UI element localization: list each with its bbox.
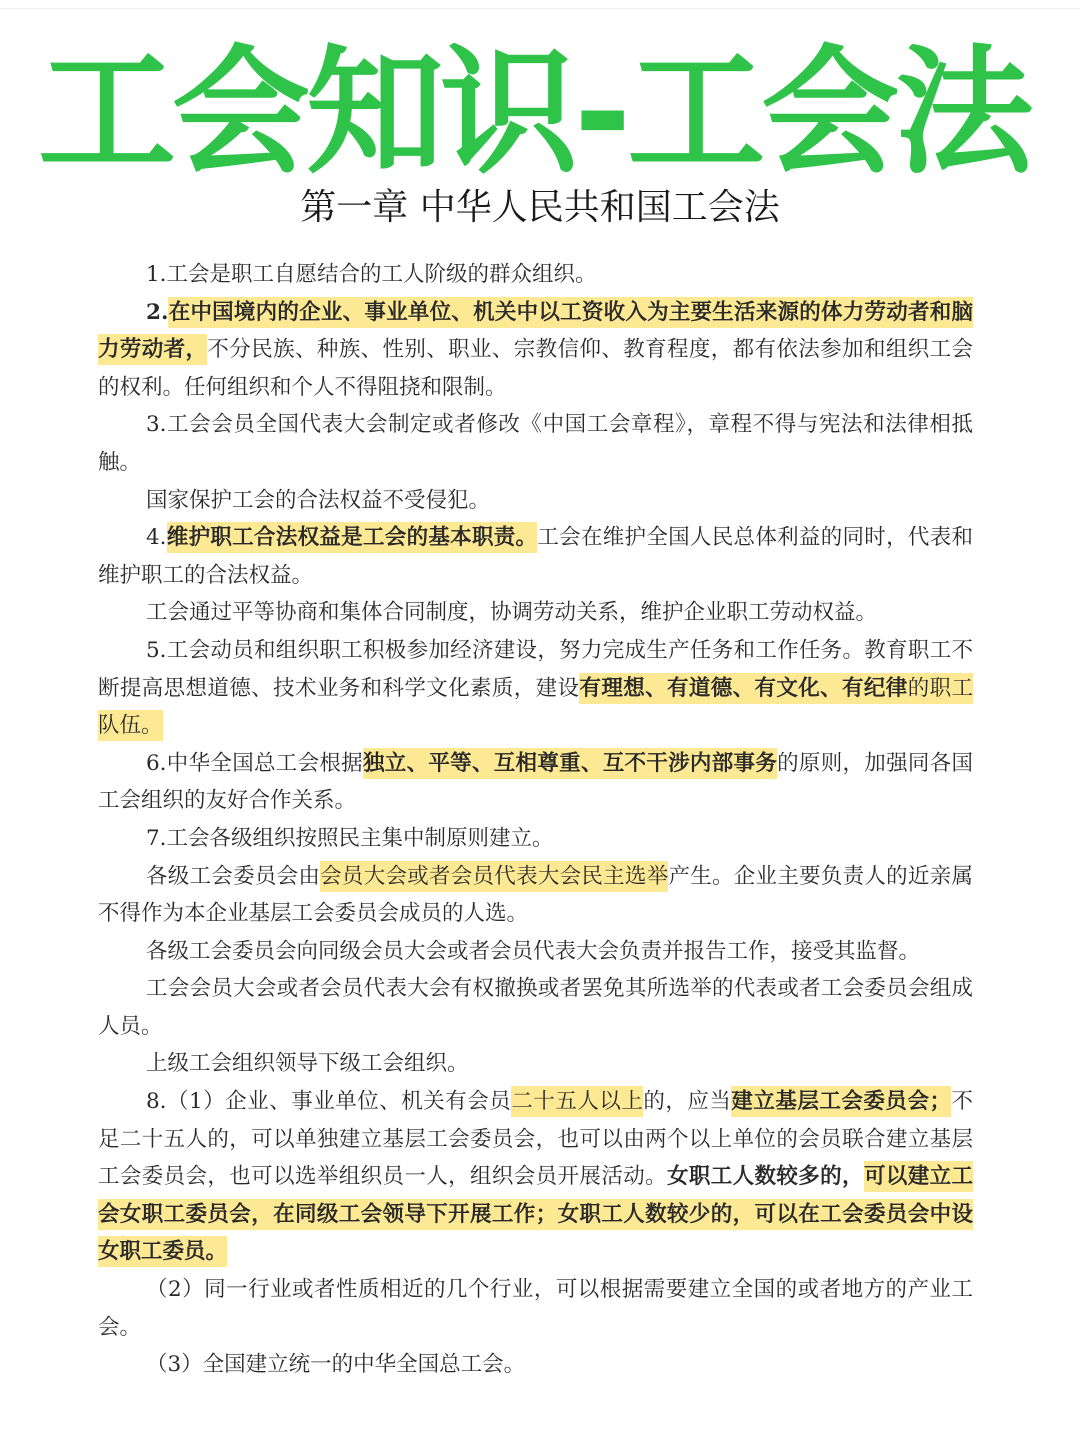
page-title: 工会知识-工会法 [38,32,1030,193]
paragraph-2-text: 不分民族、种族、性别、职业、宗教信仰、教育程度，都有依法参加和组织工会的权利。任何组织和个人不得阻挠和限制。 [98,337,973,400]
paragraph-2-highlight: 在中国境内的企业、事业单位、机关中以工资收入为主要生活来源的体力劳动者和脑力劳动者， [98,297,973,366]
paragraph-3: 3.工会会员全国代表大会制定或者修改《中国工会章程》，章程不得与宪法和法律相抵触。 [98,412,973,475]
paragraph-7c: 各级工会委员会向同级会员大会或者会员代表大会负责并报告工作，接受其监督。 [146,938,921,964]
paragraph-8-text: 8.（1）企业、事业单位、机关有会员 [146,1089,512,1115]
paragraph-7b-rest: 产生。企业主要负责人的近亲属不得作为本企业基层工会委员会成员的人选。 [98,863,973,927]
paragraph-8 [98,1083,973,1271]
paragraph-2 [98,294,973,407]
paragraph-4 [98,519,973,594]
paragraph-8-highlight-2: 建立基层工会委员会； [731,1086,951,1117]
paragraph-4-highlight: 维护职工合法权益是工会的基本职责。 [167,522,538,553]
paragraph-3b: 国家保护工会的合法权益不受侵犯。 [146,487,491,513]
paragraph-8-highlight-1: 二十五人以上 [511,1086,643,1117]
paragraph-6-text: 6.中华全国总工会根据 [146,750,363,776]
paragraph-5-highlight: 有理想、有道德、有文化、有纪律 [579,673,907,704]
paragraph-2-number: 2. [146,299,169,325]
paragraph-7d: 工会会员大会或者会员代表大会有权撤换或者罢免其所选举的代表或者工会委员会组成人员。 [98,976,973,1039]
paragraph-8-rest: 不足二十五人的，可以单独建立基层工会委员会，也可以由两个以上单位的会员联合建立基层工会委员会，也可以选举组织员一人，组织会员开展活动。 [98,1089,973,1190]
paragraph-5-text: 5.工会动员和组织职工积极参加经济建设，努力完成生产任务和工作任务。教育职工不断提高思想道德、技术业务和科学文化素质，建设 [98,637,973,701]
chapter-subtitle: 第一章 中华人民共和国工会法 [300,187,780,228]
paragraph-8b: （2）同一行业或者性质相近的几个行业，可以根据需要建立全国的或者地方的产业工会。 [98,1277,973,1340]
paragraph-5 [98,632,973,745]
paragraph-7b-highlight: 会员大会或者会员代表大会民主选举 [320,861,668,892]
paragraph-1: 1.工会是职工自愿结合的工人阶级的群众组织。 [146,262,597,287]
article-body [98,256,973,1384]
paragraph-6 [98,745,973,820]
paragraph-6-rest: 的原则，加强同各国工会组织的友好合作关系。 [98,750,973,814]
paragraph-4b: 工会通过平等协商和集体合同制度，协调劳动关系，维护企业职工劳动权益。 [146,600,878,626]
paragraph-8-bold: 女职工人数较多的， [666,1164,864,1190]
paragraph-5-highlight-tail: 的职工队伍。 [98,673,973,742]
paragraph-7: 7.工会各级组织按照民主集中制原则建立。 [146,825,554,851]
paragraph-8-highlight-3: 可以建立工会女职工委员会，在同级工会领导下开展工作；女职工人数较少的，可以在工会委员会中设女职工委员。 [98,1161,973,1267]
paragraph-6-highlight: 独立、平等、互相尊重、互不干涉内部事务 [363,748,777,779]
paragraph-4-text: 工会在维护全国人民总体利益的同时，代表和维护职工的合法权益。 [98,525,973,588]
paragraph-8-mid: 的，应当 [643,1089,732,1115]
paragraph-8c: （3）全国建立统一的中华全国总工会。 [146,1352,526,1378]
paragraph-7b [98,858,973,933]
top-divider [0,8,1080,9]
paragraph-7e: 上级工会组织领导下级工会组织。 [146,1051,469,1077]
paragraph-4-number: 4. [146,525,167,551]
paragraph-7b-text: 各级工会委员会由 [146,863,321,889]
